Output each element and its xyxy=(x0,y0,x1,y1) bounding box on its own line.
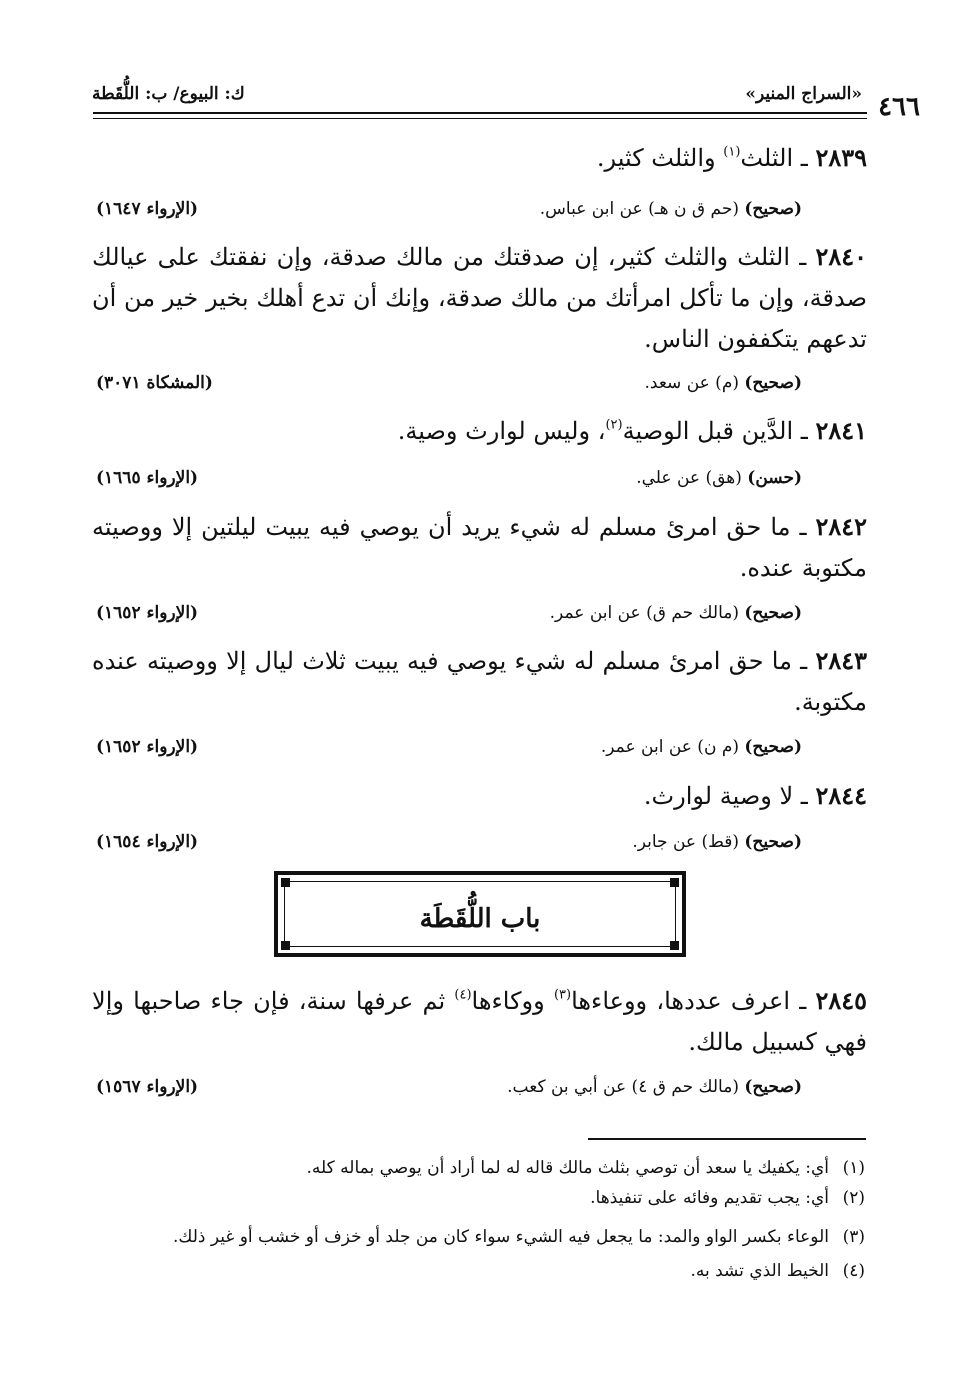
footnote-text: الخيط الذي تشد به. xyxy=(690,1261,829,1281)
chapter-title: باب اللُّقَطَة xyxy=(419,904,541,934)
hadith-text: والثلث كثير. xyxy=(596,144,724,172)
header-rule-thin xyxy=(93,118,867,119)
hadith-source-text: (مالك حم ق) عن ابن عمر. xyxy=(549,603,739,623)
header-rule-thick xyxy=(93,112,867,114)
running-header-section-title: ك: البيوع/ ب: اللُّقَطة xyxy=(92,84,245,104)
hadith-source xyxy=(636,465,802,491)
hadith-2845: ٢٨٤٥ ـ اعرف عددها، ووعاءها$^{(٣)}$ ووكاءها$^{(٤)}$ ثم عرفها سنة، فإن جاء صاحبها وإلا فهي كسبيل مالك. xyxy=(92,986,867,1056)
hadith-source xyxy=(550,600,802,626)
running-header-book-title: «السراج المنير» xyxy=(745,84,862,104)
hadith-text: ما حق امرئ مسلم له شيء يريد أن يوصي فيه يبيت ليلتين إلا ووصيته مكتوبة عنده. xyxy=(92,513,867,582)
hadith-2843: ٢٨٤٣ ـ ما حق امرئ مسلم له شيء يوصي فيه يبيت ثلاث ليال إلا ووصيته عنده مكتوبة. xyxy=(92,646,867,716)
footnote-number: (٢) xyxy=(842,1188,865,1208)
hadith-number: ٢٨٤٤ xyxy=(815,781,867,810)
hadith-text: ثم عرفها سنة، فإن جاء صاحبها وإلا فهي كسبيل مالك. xyxy=(92,987,867,1056)
hadith-grade: (صحيح) xyxy=(744,832,802,852)
hadith-grade: (صحيح) xyxy=(744,603,802,623)
hadith-2842: ٢٨٤٢ ـ ما حق امرئ مسلم له شيء يريد أن يوصي فيه يبيت ليلتين إلا ووصيته مكتوبة عنده. xyxy=(92,512,867,582)
frame-corner-ornament xyxy=(670,878,679,887)
hadith-reference: (الإرواء ١٦٥٢) xyxy=(96,737,199,757)
footnote-2 xyxy=(590,1186,865,1210)
hadith-number: ٢٨٤٠ xyxy=(815,242,867,271)
hadith-text: ما حق امرئ مسلم له شيء يوصي فيه يبيت ثلاث ليال إلا ووصيته عنده مكتوبة. xyxy=(92,647,867,716)
footnote-text: أي: يكفيك يا سعد أن توصي بثلث مالك قاله له لما أراد أن يوصي بماله كله. xyxy=(306,1158,829,1178)
hadith-text: الثلث xyxy=(740,144,794,172)
hadith-number: ٢٨٣٩ xyxy=(815,143,867,172)
hadith-source xyxy=(601,734,802,760)
footnote-mark[interactable]: (١) xyxy=(723,144,741,160)
hadith-source-text: (م) عن سعد. xyxy=(644,373,739,393)
footnote-text: أي: يجب تقديم وفائه على تنفيذها. xyxy=(590,1188,829,1208)
footnote-mark[interactable]: (٤) xyxy=(454,987,472,1003)
hadith-grade: (صحيح) xyxy=(744,1077,802,1097)
hadith-source-text: (م ن) عن ابن عمر. xyxy=(600,737,739,757)
footnote-3 xyxy=(173,1225,865,1249)
hadith-reference: (الإرواء ١٦٤٧) xyxy=(96,199,199,219)
hadith-text: ، وليس لوارث وصية. xyxy=(397,417,606,445)
frame-corner-ornament xyxy=(670,941,679,950)
hadith-number: ٢٨٤٢ xyxy=(815,512,867,541)
hadith-source xyxy=(632,829,802,855)
hadith-reference: (المشكاة ٣٠٧١) xyxy=(96,373,213,393)
hadith-text: اعرف عددها، ووعاءها xyxy=(571,987,790,1015)
footnote-number: (٣) xyxy=(842,1227,865,1247)
footnote-mark[interactable]: (٢) xyxy=(605,417,623,433)
hadith-number: ٢٨٤١ xyxy=(815,416,867,445)
hadith-grade: (صحيح) xyxy=(744,199,802,219)
hadith-text: الثلث والثلث كثير، إن صدقتك من مالك صدقة، وإن نفقتك على عيالك صدقة، وإن ما تأكل امرأتك من مالك صدقة، وإنك أن تدع أهلك بخير خير من أن تدعهم يتكففون الناس. xyxy=(92,243,867,353)
hadith-number: ٢٨٤٣ xyxy=(815,646,867,675)
hadith-reference: (الإرواء ١٦٥٢) xyxy=(96,603,199,623)
hadith-source-text: (حم ق ن هـ) عن ابن عباس. xyxy=(539,199,739,219)
hadith-2844: ٢٨٤٤ ـ لا وصية لوارث. xyxy=(643,781,867,810)
chapter-heading-inner-border xyxy=(284,881,676,947)
page-number: ٤٦٦ xyxy=(878,92,920,122)
hadith-reference: (الإرواء ١٦٥٤) xyxy=(96,832,199,852)
hadith-grade: (صحيح) xyxy=(744,373,802,393)
footnote-text: الوعاء بكسر الواو والمد: ما يجعل فيه الشيء سواء كان من جلد أو خزف أو خشب أو غير ذلك. xyxy=(173,1227,829,1247)
hadith-source xyxy=(645,370,802,396)
footnote-separator xyxy=(588,1138,866,1140)
footnote-4 xyxy=(690,1259,865,1283)
hadith-2840: ٢٨٤٠ ـ الثلث والثلث كثير، إن صدقتك من مالك صدقة، وإن نفقتك على عيالك صدقة، وإن ما تأكل امرأتك من مالك صدقة، وإنك أن تدع أهلك بخير خير من أن تدعهم يتكففون الناس. xyxy=(92,242,867,353)
footnote-number: (٤) xyxy=(842,1261,865,1281)
hadith-source xyxy=(540,196,802,222)
hadith-source-text: (قط) عن جابر. xyxy=(632,832,739,852)
footnote-number: (١) xyxy=(842,1158,865,1178)
hadith-grade: (حسن) xyxy=(747,468,802,488)
footnote-1 xyxy=(307,1156,865,1180)
hadith-number: ٢٨٤٥ xyxy=(815,986,867,1015)
frame-corner-ornament xyxy=(281,878,290,887)
hadith-2841: ٢٨٤١ ـ الدَّين قبل الوصية$^{(٢)}$، وليس لوارث وصية. xyxy=(397,416,867,445)
footnote-mark[interactable]: (٣) xyxy=(553,987,572,1003)
hadith-text: الدَّين قبل الوصية xyxy=(622,417,794,445)
hadith-2839: ٢٨٣٩ ـ الثلث$^{(١)}$ والثلث كثير. xyxy=(596,143,867,172)
hadith-grade: (صحيح) xyxy=(744,737,802,757)
hadith-reference: (الإرواء ١٥٦٧) xyxy=(96,1077,199,1097)
hadith-text: لا وصية لوارث. xyxy=(643,782,794,810)
hadith-reference: (الإرواء ١٦٦٥) xyxy=(96,468,199,488)
hadith-text: ووكاءها xyxy=(471,987,554,1015)
hadith-source xyxy=(507,1074,802,1100)
hadith-source-text: (هق) عن علي. xyxy=(636,468,742,488)
frame-corner-ornament xyxy=(281,941,290,950)
hadith-source-text: (مالك حم ق ٤) عن أبي بن كعب. xyxy=(507,1077,739,1097)
chapter-heading-frame xyxy=(274,871,686,957)
